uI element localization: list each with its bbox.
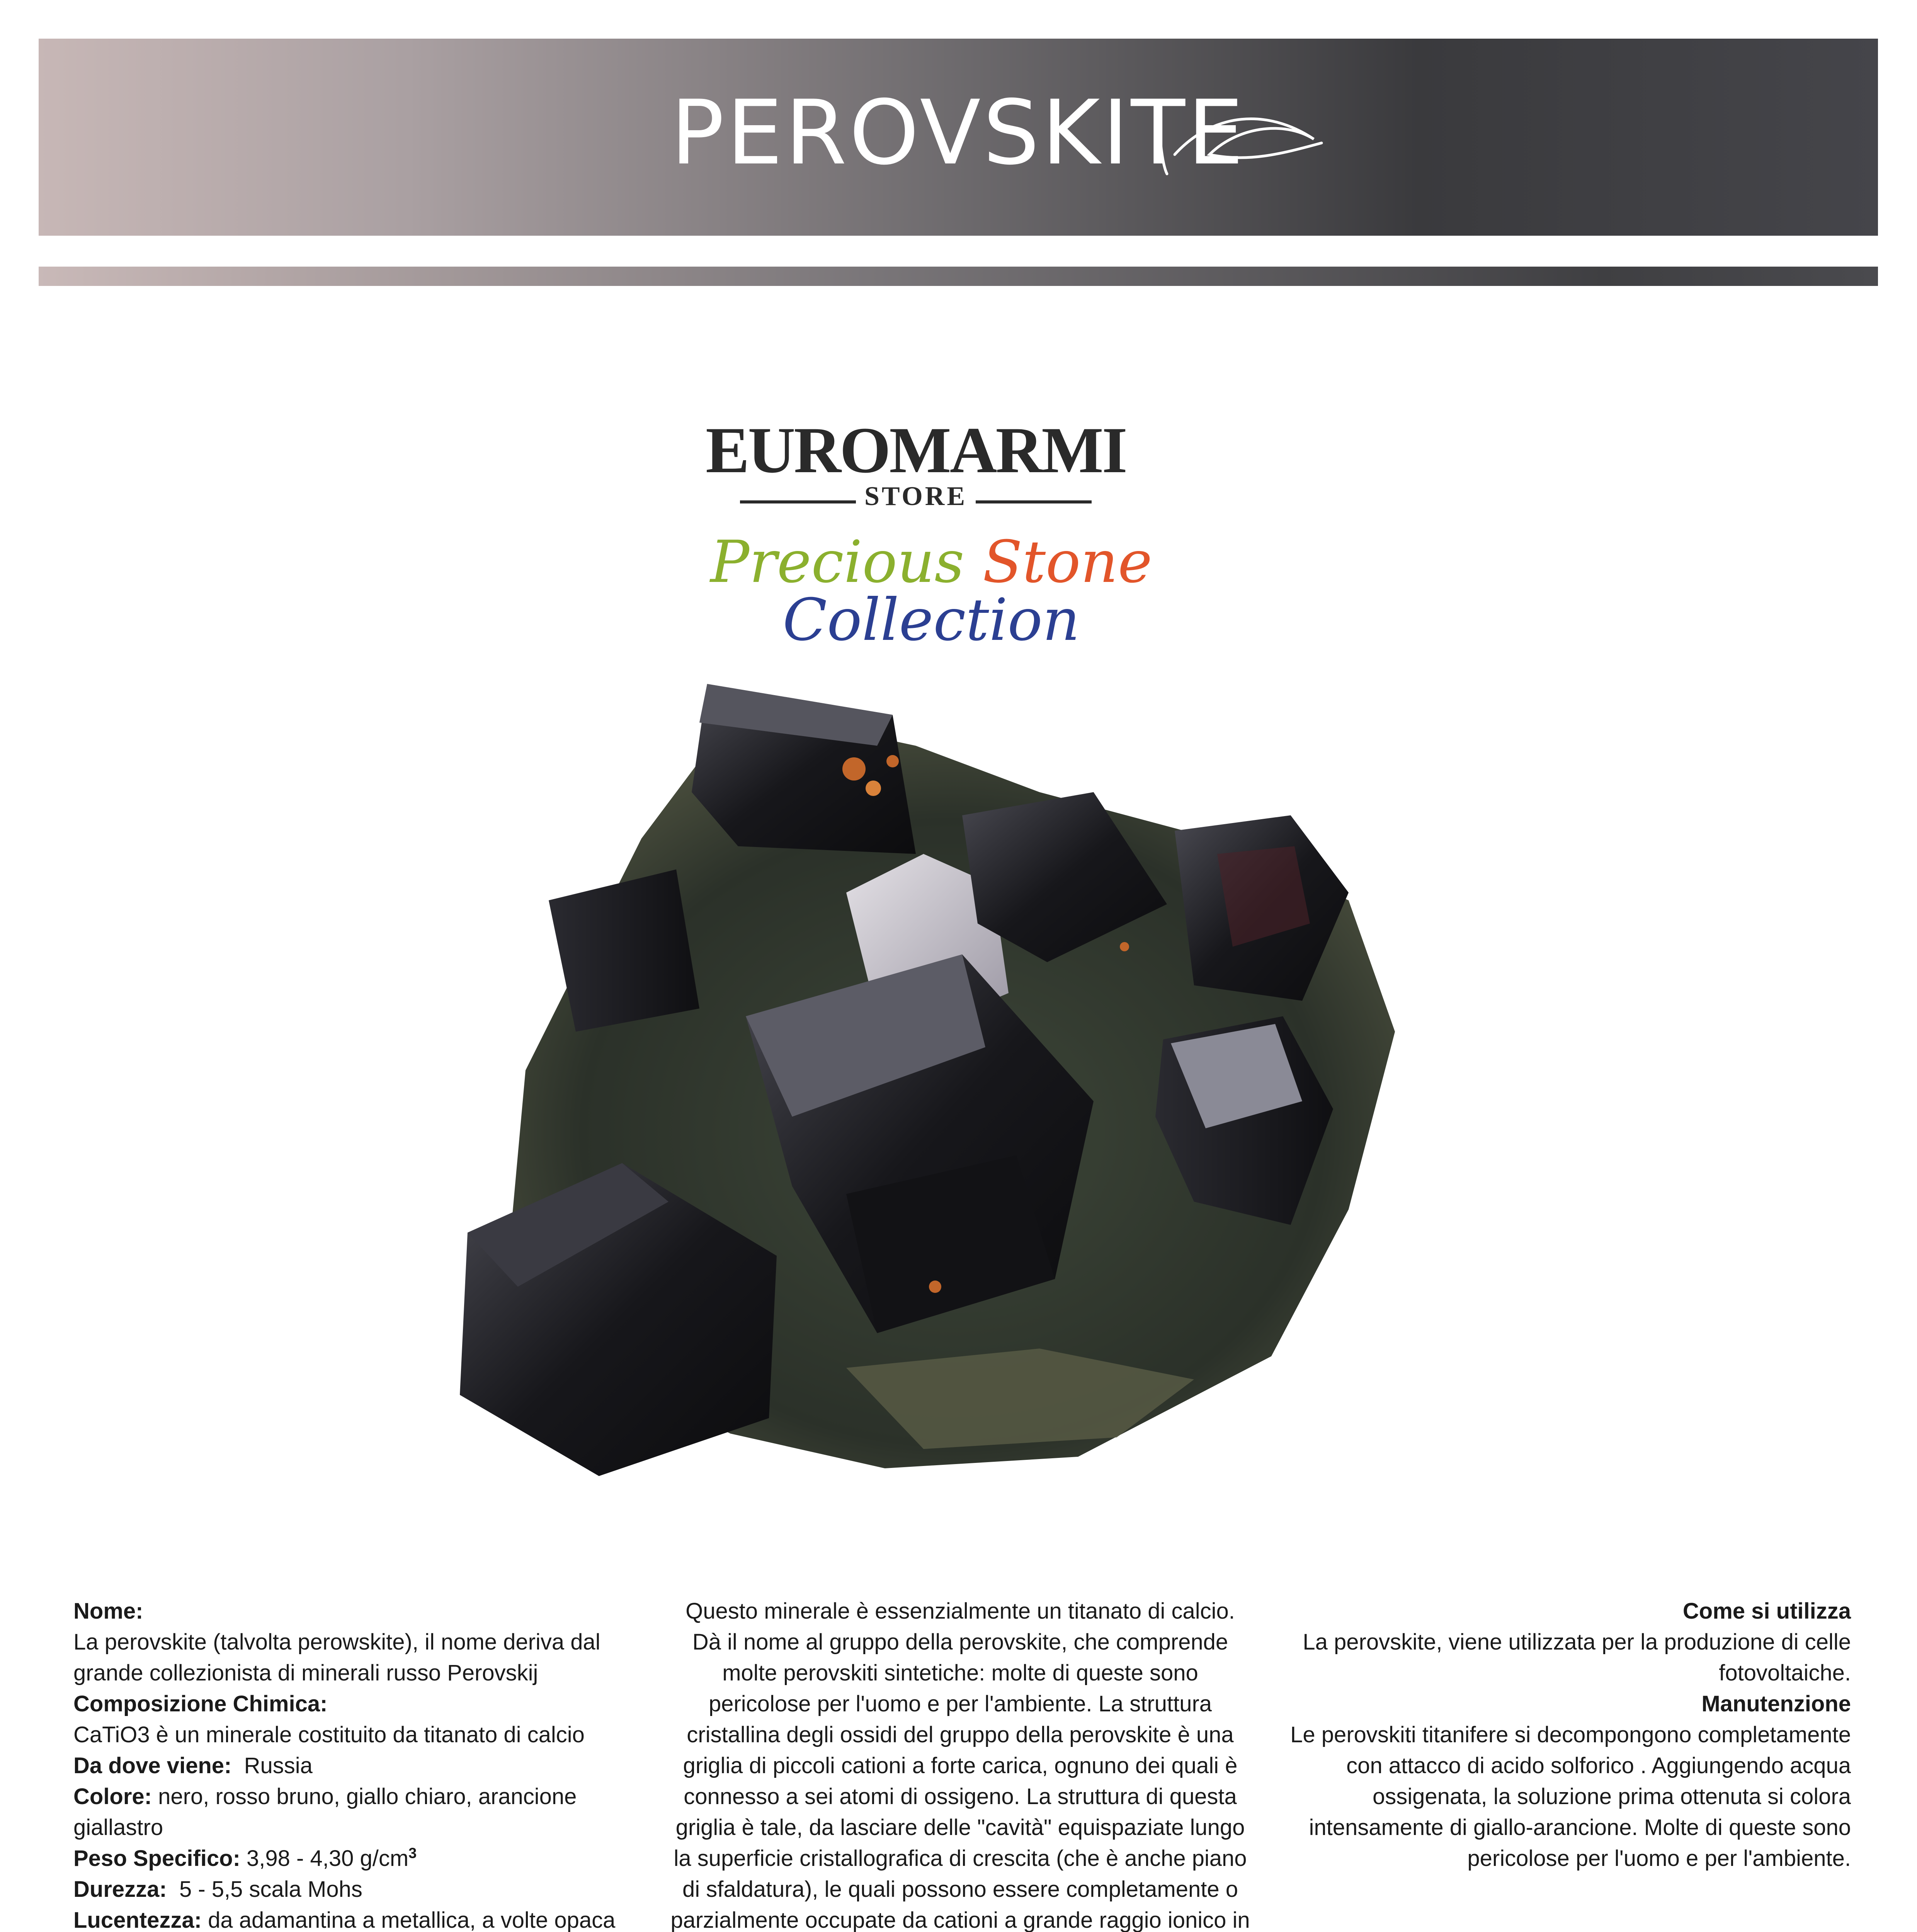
hardness-value: 5 - 5,5 scala Mohs	[179, 1877, 362, 1902]
usage-column	[1271, 1596, 1851, 1874]
density-label: Peso Specifico:	[73, 1846, 240, 1871]
maintenance-text: Le perovskiti titanifere si decompongono completamente con attacco di acido solforico . Aggiungendo acqua ossigenata, la soluzione prima ottenuta si colora intensamente di giallo-arancione. Molte di queste sono pericolose per l'uomo e per l'ambiente.	[1290, 1722, 1851, 1871]
luster-label: Lucentezza:	[73, 1908, 202, 1932]
logo-tagline	[680, 529, 1182, 654]
tagline-word-2: Stone	[983, 529, 1152, 596]
composition-label: Composizione Chimica:	[73, 1691, 328, 1716]
decorative-stripe	[39, 267, 1878, 286]
hardness-label: Durezza:	[73, 1877, 167, 1902]
title-banner	[39, 39, 1878, 236]
tagline-word-3: Collection	[782, 587, 1080, 654]
composition-value: CaTiO3 è un minerale costituito da titanato di calcio	[73, 1722, 585, 1747]
mineral-photo	[460, 653, 1418, 1492]
origin-label: Da dove viene:	[73, 1753, 232, 1778]
description-text: Questo minerale è essenzialmente un titanato di calcio. Dà il nome al gruppo della perovskite, che comprende molte perovskiti sintetiche: molte di queste sono pericolose per l'uomo e per l'ambiente. La struttura cristallina degli ossidi del gruppo della perovskite è una griglia di piccoli cationi a forte carica, ognuno dei quali è connesso a sei atomi di ossigeno. La struttura di questa griglia è tale, da lasciare delle "cavità" equispaziate lungo la superficie cristallografica di crescita (che è anche piano di sfaldatura), le quali possono essere completamente o parzialmente occupate da cationi a grande raggio ionico in	[670, 1599, 1250, 1932]
name-label: Nome:	[73, 1599, 143, 1624]
properties-column	[73, 1596, 657, 1932]
origin-value: Russia	[244, 1753, 313, 1778]
density-exponent: 3	[408, 1845, 417, 1862]
page-title: PEROVSKITE	[670, 82, 1246, 185]
color-value: nero, rosso bruno, giallo chiaro, arancione giallastro	[73, 1784, 577, 1840]
name-value: La perovskite (talvolta perowskite), il nome deriva dal grande collezionista di minerali russo Perovskij	[73, 1629, 600, 1685]
brand-logo	[696, 414, 1229, 654]
usage-label: Come si utilizza	[1682, 1599, 1851, 1624]
title-swash-ornament	[1152, 97, 1329, 182]
maintenance-label: Manutenzione	[1701, 1691, 1851, 1716]
description-column	[668, 1596, 1252, 1932]
logo-brand: EUROMARMI	[706, 414, 1126, 486]
usage-text: La perovskite, viene utilizzata per la produzione di celle fotovoltaiche.	[1303, 1629, 1851, 1685]
logo-store: STORE	[864, 481, 968, 511]
color-label: Colore:	[73, 1784, 152, 1809]
tagline-word-1: Precious	[710, 529, 964, 596]
density-value: 3,98 - 4,30 g/cm	[247, 1846, 409, 1871]
luster-value: da adamantina a metallica, a volte opaca	[208, 1908, 616, 1932]
